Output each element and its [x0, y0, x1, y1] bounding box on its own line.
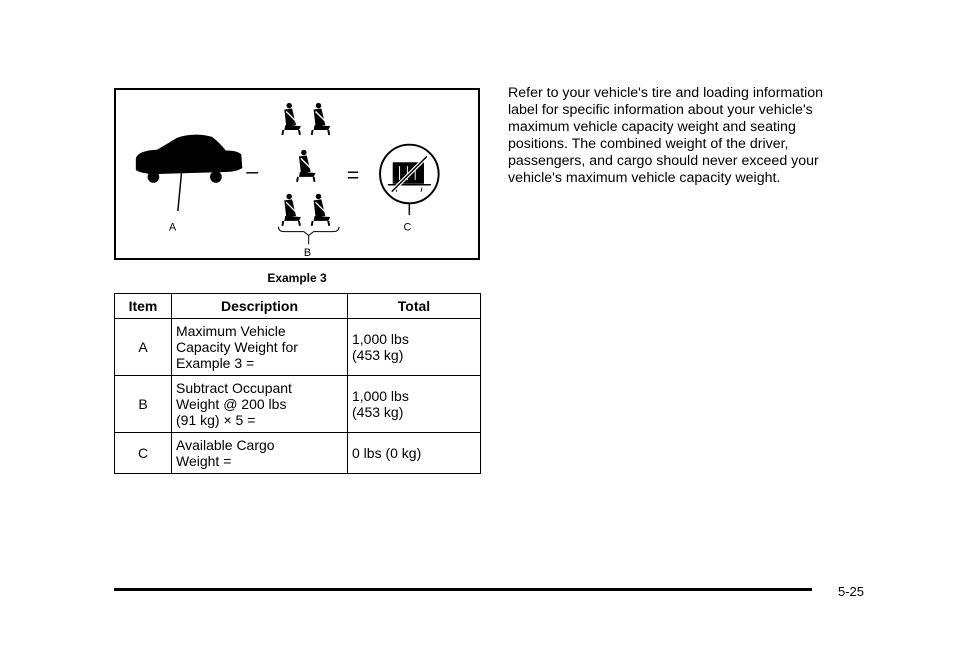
minus-sign: –	[246, 158, 259, 183]
item-cell: C	[115, 433, 172, 474]
item-cell: B	[115, 376, 172, 433]
footer-rule	[114, 588, 812, 591]
bracket-b	[278, 227, 339, 245]
weight-table	[114, 293, 481, 474]
description-line: Maximum Vehicle	[176, 323, 286, 339]
example-3-illustration	[114, 88, 480, 260]
seat-icon	[312, 194, 331, 226]
seat-icon	[282, 103, 301, 135]
total-line: 1,000 lbs	[352, 331, 409, 347]
total-cell	[348, 433, 481, 474]
description-line: Weight =	[176, 453, 232, 469]
description-line: Example 3 =	[176, 355, 255, 371]
no-cargo-icon	[380, 145, 439, 215]
seat-icon	[312, 103, 331, 135]
figure-caption: Example 3	[267, 271, 327, 285]
total-line: (453 kg)	[352, 347, 404, 363]
seat-icon	[297, 150, 316, 182]
description-line: Capacity Weight for	[176, 339, 298, 355]
label-b: B	[303, 247, 312, 258]
body-line: vehicle's maximum vehicle capacity weight.	[508, 170, 781, 186]
header-description: Description	[172, 294, 348, 319]
table-header-row	[115, 294, 481, 319]
description-line: Available Cargo	[176, 437, 275, 453]
total-line: (453 kg)	[352, 404, 404, 420]
label-c: C	[403, 221, 412, 234]
description-cell	[172, 319, 348, 376]
header-item: Item	[115, 294, 172, 319]
body-line: label for specific information about your vehicle's	[508, 102, 813, 118]
header-total: Total	[348, 294, 481, 319]
description-line: (91 kg) × 5 =	[176, 412, 256, 428]
body-line: positions. The combined weight of the driver,	[508, 136, 789, 152]
body-line: maximum vehicle capacity weight and seating	[508, 119, 796, 135]
table-row	[115, 376, 481, 433]
description-cell	[172, 376, 348, 433]
table-row	[115, 433, 481, 474]
description-line: Weight @ 200 lbs	[176, 396, 287, 412]
body-line: Refer to your vehicle's tire and loading information	[508, 85, 823, 101]
item-cell: A	[115, 319, 172, 376]
equals-sign: =	[346, 162, 360, 187]
label-a: A	[169, 221, 177, 234]
description-cell	[172, 433, 348, 474]
total-line: 1,000 lbs	[352, 388, 409, 404]
body-line: passengers, and cargo should never exceed your	[508, 153, 819, 169]
body-paragraph	[508, 85, 888, 187]
page-number: 5-25	[838, 584, 865, 599]
table-row	[115, 319, 481, 376]
total-cell	[348, 319, 481, 376]
description-line: Subtract Occupant	[176, 380, 292, 396]
occupant-seat-icons	[282, 103, 330, 226]
seat-icon	[282, 194, 301, 226]
total-line: 0 lbs (0 kg)	[352, 445, 422, 461]
car-icon	[136, 135, 242, 211]
total-cell	[348, 376, 481, 433]
